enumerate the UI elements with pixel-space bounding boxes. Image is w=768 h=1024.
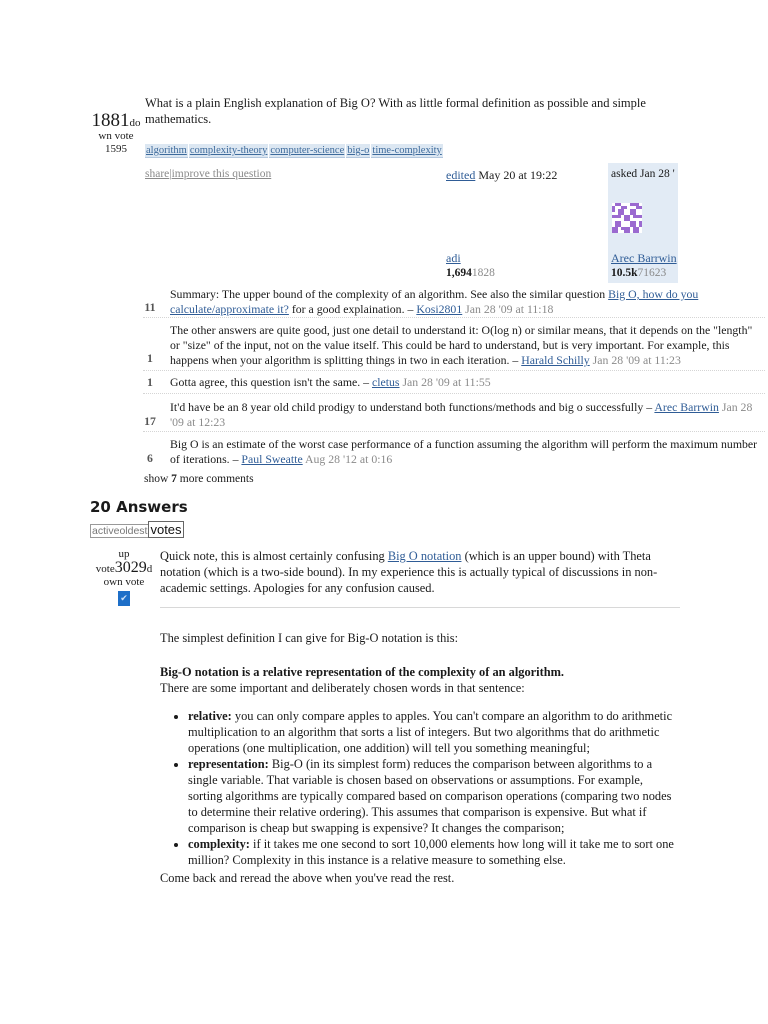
asked-time: asked Jan 28 ' <box>611 168 675 180</box>
list-item <box>188 708 680 756</box>
owner-rep-score: 10.5k <box>611 267 638 279</box>
improve-question-link[interactable]: improve this question <box>171 168 272 180</box>
answer-closing: Come back and reread the above when you've read the rest. <box>160 871 455 885</box>
editor-signature <box>446 168 558 279</box>
edited-time: May 20 at 19:22 <box>478 168 558 182</box>
question-body: What is a plain English explanation of Big O? With as little formal definition as possible and simple mathematics. <box>145 96 646 126</box>
tab-active[interactable] <box>90 524 148 538</box>
downvote-fragment-text[interactable]: own vote <box>103 576 145 588</box>
bullet-text: if it takes me one second to sort 10,000 elements how long will it take me to sort one million? Complexity in this instance is a relative measure to something else. <box>188 837 674 867</box>
comment-score: 11 <box>144 300 156 314</box>
upvote-label[interactable]: up <box>118 548 130 560</box>
comment-user[interactable]: Arec Barrwin <box>654 400 719 414</box>
show-more-count: 7 <box>171 473 177 485</box>
comment-text-after: for a good explaination. – <box>288 302 417 316</box>
show-more-suffix: more comments <box>176 473 254 485</box>
bullet-term: relative: <box>188 709 232 723</box>
answer-vote-cell <box>90 548 158 606</box>
comment-row <box>143 371 765 394</box>
answers-heading: 20 Answers <box>90 498 188 516</box>
comment-text: The other answers are quite good, just one detail to understand it: O(log n) or similar means, that it depends on the "length" or "size" of the input, not on the value itself. This could be hard to understand, but is very important. For example, this happens when your algorithm is splitting things in two in each iteration. – <box>170 323 753 367</box>
tab-oldest-label[interactable]: oldest <box>119 525 148 537</box>
comment-time: Aug 28 '12 at 0:16 <box>302 452 393 466</box>
question-comments <box>143 285 765 468</box>
tab-votes[interactable]: votes <box>150 522 182 537</box>
comment-body <box>170 318 765 371</box>
downvote-fragment-text[interactable]: wn vote <box>98 130 134 142</box>
bullet-text: Big-O (in its simplest form) reduces the comparison between algorithms to a single variable. That variable is chosen based on observations or assumptions. For example, sorting algorithms are typically compared based on comparison operations (comparing two nodes to determine their relative ordering). This assumes that comparison is expensive. But what if comparison is cheap but swapping is expensive? It changes the comparison; <box>188 757 672 835</box>
comment-user[interactable]: cletus <box>371 375 400 389</box>
comment-row <box>143 285 765 318</box>
bullet-term: representation: <box>188 757 269 771</box>
comment-time: Jan 28 '09 at 11:23 <box>589 353 681 367</box>
bullet-text: you can only compare apples to apples. You can't compare an algorithm to do arithmetic multiplication to an algorithm that sorts a list of integers. But two algorithms that do arithmetic operations (one multiplication, one addition) will tell you something meaningful; <box>188 709 673 755</box>
comment-row <box>143 318 765 371</box>
show-more-prefix: show <box>144 473 172 485</box>
editor-rep-score: 1,694 <box>446 267 472 279</box>
list-item <box>188 756 680 836</box>
answer-paragraph: There are some important and deliberately chosen words in that sentence: <box>160 681 525 695</box>
comment-question-link[interactable]: Big O, how do you calculate/approximate it? <box>170 287 699 316</box>
answer-note-rest: (which is an upper bound) with Theta notation (which is a two-side bound). In my experience this is actually typical of discussions in non-academic settings. Apologies for any confusion caused. <box>160 549 658 595</box>
editor-rep <box>446 267 495 279</box>
show-more-comments-link[interactable] <box>144 473 254 485</box>
comment-score: 6 <box>147 451 153 465</box>
comment-score: 1 <box>147 375 153 389</box>
owner-badges: 71623 <box>637 267 667 279</box>
comment-row <box>143 394 765 432</box>
downvote-fragment[interactable]: d <box>146 563 153 575</box>
owner-avatar-icon[interactable] <box>612 203 642 233</box>
downvote-fragment[interactable]: do <box>129 117 141 129</box>
comment-user[interactable]: Harald Schilly <box>521 353 590 367</box>
action-separator: | <box>169 168 172 180</box>
accepted-answer-icon: ✔ <box>118 591 130 606</box>
answer-note <box>160 548 680 596</box>
share-link[interactable]: share <box>145 168 170 180</box>
answer-definition <box>160 664 680 680</box>
comment-body <box>170 285 765 320</box>
answer-note-text: Quick note, this is almost certainly confusing <box>160 549 388 563</box>
comment-body <box>170 394 765 433</box>
owner-signature <box>608 163 678 283</box>
tag-computer-science[interactable]: computer-science <box>270 145 345 156</box>
question-vote-count: 1881 <box>91 110 130 131</box>
tab-active-label: active <box>92 525 120 537</box>
edited-link[interactable]: edited <box>446 168 476 182</box>
comment-text: Summary: The upper bound of the complexity of an algorithm. See also the similar question <box>170 287 609 301</box>
comment-body <box>170 371 765 393</box>
editor-badges: 1828 <box>471 267 495 279</box>
answer-vote-count: 3029 <box>114 559 147 576</box>
question-actions <box>145 168 271 180</box>
comment-time: Jan 28 '09 at 11:18 <box>462 302 554 316</box>
comment-row <box>143 432 765 468</box>
comment-body <box>170 432 765 470</box>
comment-text: Gotta agree, this question isn't the same. – <box>170 375 372 389</box>
comment-text: It'd have be an 8 year old child prodigy to understand both functions/methods and big o successfully – <box>170 400 655 414</box>
comment-score: 1 <box>147 351 153 365</box>
favorite-count: 1595 <box>105 143 127 155</box>
comment-text: Big O is an estimate of the worst case performance of a function assuming the algorithm will perform the maximum number of iterations. – <box>170 437 758 466</box>
editor-name[interactable]: adi <box>446 251 461 265</box>
bullet-term: complexity: <box>188 837 250 851</box>
comment-user[interactable]: Paul Sweatte <box>241 452 303 466</box>
answer-body <box>160 548 680 886</box>
list-item <box>188 836 680 868</box>
comment-time: Jan 28 '09 at 12:23 <box>170 400 753 429</box>
owner-rep <box>611 267 666 279</box>
answer-bullet-list <box>160 708 680 868</box>
big-o-notation-link[interactable]: Big O notation <box>387 549 462 563</box>
comment-score: 17 <box>144 414 156 428</box>
answer-divider <box>160 607 680 608</box>
tag-time-complexity[interactable]: time-complexity <box>372 145 442 156</box>
vote-label: vote <box>95 563 115 575</box>
tag-complexity-theory[interactable]: complexity-theory <box>189 145 268 156</box>
question-vote-cell <box>86 110 146 156</box>
answer-intro: The simplest definition I can give for Big-O notation is this: <box>160 631 459 645</box>
answer-definition-text: Big-O notation is a relative representation of the complexity of an algorithm. <box>160 665 565 679</box>
tag-big-o[interactable]: big-o <box>347 145 370 156</box>
question-tags <box>145 142 444 158</box>
comment-user[interactable]: Kosi2801 <box>416 302 463 316</box>
answer-sort-tabs <box>90 521 184 538</box>
tag-algorithm[interactable]: algorithm <box>146 145 187 156</box>
owner-name[interactable]: Arec Barrwin <box>611 251 677 265</box>
comment-time: Jan 28 '09 at 11:55 <box>399 375 491 389</box>
